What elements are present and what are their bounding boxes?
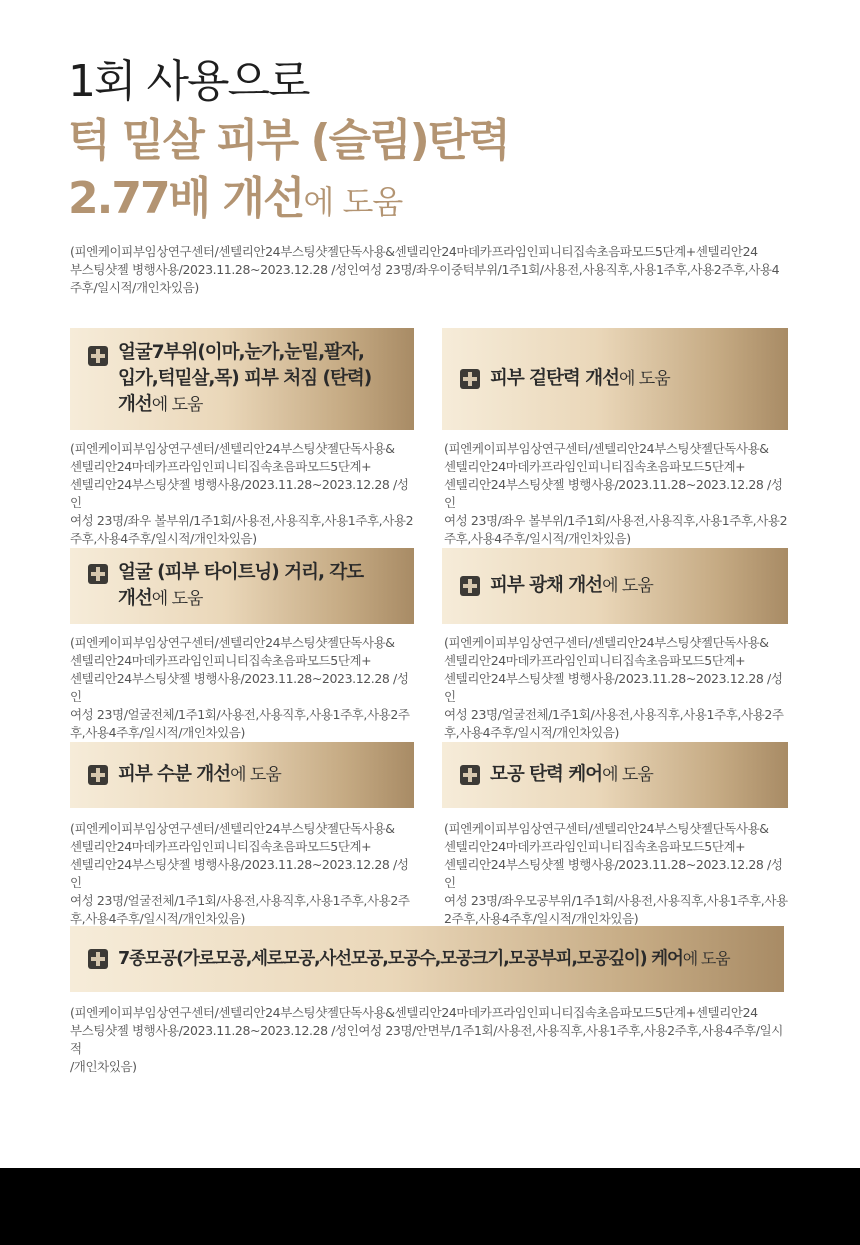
card-note (444, 634, 794, 742)
headline-line1: 1회 사용으로 (68, 56, 309, 107)
card-title-suffix: 에 도움 (618, 369, 670, 389)
plus-badge-icon (88, 346, 108, 366)
note-line: 센텔리안24부스팅샷젤 병행사용/2023.11.28~2023.12.28 /성인 (70, 671, 409, 704)
card-banner-face-tightening (70, 548, 414, 624)
card-title-line: 얼굴 (피부 타이트닝) 거리, 각도 (118, 562, 364, 583)
card-note (444, 440, 794, 548)
headline (68, 56, 509, 231)
card-title-suffix: 에 도움 (151, 395, 203, 415)
headline-line2: 턱 밑살 피부 (슬림)탄력 (68, 115, 509, 166)
card-title-bold: 피부 광채 개선 (490, 575, 603, 596)
card-title-line: 얼굴7부위(이마,눈가,눈밑,팔자, (118, 342, 364, 363)
card-title-line: 입가,턱밑살,목) 피부 처짐 (탄력) (118, 368, 372, 389)
card-title-bold: 피부 겉탄력 개선 (490, 368, 619, 389)
note-line: 부스팅샷젤 병행사용/2023.11.28~2023.12.28 /성인여성 23명/안면부/1주1회/사용전,사용직후,사용1주후,사용2주후,사용4주후/일시적 (70, 1023, 783, 1056)
card-note (444, 820, 794, 928)
plus-badge-icon (460, 765, 480, 785)
card-title (118, 946, 729, 972)
note-line: 2주후,사용4주후/일시적/개인차있음) (444, 911, 639, 926)
note-line: 센텔리안24부스팅샷젤 병행사용/2023.11.28~2023.12.28 /성인 (70, 857, 409, 890)
card-note (70, 634, 420, 742)
note-line: 센텔리안24마데카프라임인피니티집속초음파모드5단계+ (70, 459, 372, 474)
card-banner-skin-surface-elasticity (442, 328, 788, 430)
note-line: 센텔리안24부스팅샷젤 병행사용/2023.11.28~2023.12.28 /성인 (70, 477, 409, 510)
note-line: 주후,사용4주후/일시적/개인차있음) (70, 531, 257, 546)
card-title (490, 762, 653, 788)
note-line: 부스팅샷젤 병행사용/2023.11.28~2023.12.28 /성인여성 23명/좌우이중턱부위/1주1회/사용전,사용직후,사용1주후,사용2주후,사용4 (70, 262, 780, 277)
card-banner-skin-moisture (70, 742, 414, 808)
note-line: 후,사용4주후/일시적/개인차있음) (444, 725, 620, 740)
note-line: 후,사용4주후/일시적/개인차있음) (70, 725, 246, 740)
note-line: 센텔리안24마데카프라임인피니티집속초음파모드5단계+ (444, 839, 746, 854)
card-title-suffix: 에 도움 (151, 589, 203, 609)
card-title-line: 개선 (118, 394, 152, 415)
note-line: 여성 23명/좌우모공부위/1주1회/사용전,사용직후,사용1주후,사용 (444, 893, 788, 908)
note-line: (피엔케이피부임상연구센터/센텔리안24부스팅샷젤단독사용&센텔리안24마데카프라임인피니티집속초음파모드5단계+센텔리안24 (70, 244, 758, 259)
note-line: 센텔리안24마데카프라임인피니티집속초음파모드5단계+ (444, 653, 746, 668)
card-title-bold: 7종모공(가로모공,세로모공,사선모공,모공수,모공크기,모공부피,모공깊이) 케어 (118, 949, 683, 969)
note-line: 주후/일시적/개인차있음) (70, 280, 199, 295)
note-line: (피엔케이피부임상연구센터/센텔리안24부스팅샷젤단독사용&센텔리안24마데카프라임인피니티집속초음파모드5단계+센텔리안24 (70, 1005, 758, 1020)
note-line: /개인차있음) (70, 1059, 137, 1074)
note-line: 여성 23명/좌우 볼부위/1주1회/사용전,사용직후,사용1주후,사용2 (444, 513, 788, 528)
card-banner-pore-elasticity (442, 742, 788, 808)
card-note (70, 820, 420, 928)
note-line: 센텔리안24부스팅샷젤 병행사용/2023.11.28~2023.12.28 /성인 (444, 671, 783, 704)
note-line: 센텔리안24마데카프라임인피니티집속초음파모드5단계+ (70, 839, 372, 854)
plus-badge-icon (460, 576, 480, 596)
card-title-bold: 피부 수분 개선 (118, 764, 231, 785)
footer-black-bar (0, 1168, 860, 1245)
headline-line3-suffix: 에 도움 (303, 183, 403, 221)
card-title (118, 340, 371, 418)
card-note (70, 440, 420, 548)
card-title-suffix: 에 도움 (602, 576, 653, 596)
card-title (490, 366, 670, 392)
plus-badge-icon (460, 369, 480, 389)
card-title-bold: 모공 탄력 케어 (490, 764, 603, 785)
note-line: (피엔케이피부임상연구센터/센텔리안24부스팅샷젤단독사용& (444, 635, 769, 650)
card-banner-face-7-areas (70, 328, 414, 430)
note-line: (피엔케이피부임상연구센터/센텔리안24부스팅샷젤단독사용& (70, 821, 395, 836)
note-line: 후,사용4주후/일시적/개인차있음) (70, 911, 246, 926)
note-line: (피엔케이피부임상연구센터/센텔리안24부스팅샷젤단독사용& (444, 821, 769, 836)
intro-note (70, 243, 790, 297)
plus-badge-icon (88, 949, 108, 969)
headline-line3 (68, 170, 509, 231)
card-title (118, 762, 281, 788)
card-title-suffix: 에 도움 (602, 765, 653, 785)
plus-badge-icon (88, 564, 108, 584)
headline-line3-bold: 2.77배 개선 (68, 173, 304, 224)
note-line: 여성 23명/얼굴전체/1주1회/사용전,사용직후,사용1주후,사용2주 (70, 893, 410, 908)
card-title (490, 573, 653, 599)
note-line: 센텔리안24마데카프라임인피니티집속초음파모드5단계+ (444, 459, 746, 474)
card-banner-7-pore-types (70, 926, 784, 992)
note-line: 주후,사용4주후/일시적/개인차있음) (444, 531, 631, 546)
card-banner-skin-radiance (442, 548, 788, 624)
note-line: 여성 23명/좌우 볼부위/1주1회/사용전,사용직후,사용1주후,사용2 (70, 513, 414, 528)
note-line: (피엔케이피부임상연구센터/센텔리안24부스팅샷젤단독사용& (444, 441, 769, 456)
card-title-suffix: 에 도움 (230, 765, 281, 785)
note-line: 여성 23명/얼굴전체/1주1회/사용전,사용직후,사용1주후,사용2주 (444, 707, 784, 722)
note-line: 여성 23명/얼굴전체/1주1회/사용전,사용직후,사용1주후,사용2주 (70, 707, 410, 722)
card-title-suffix: 에 도움 (682, 949, 730, 968)
note-line: 센텔리안24마데카프라임인피니티집속초음파모드5단계+ (70, 653, 372, 668)
plus-badge-icon (88, 765, 108, 785)
note-line: (피엔케이피부임상연구센터/센텔리안24부스팅샷젤단독사용& (70, 635, 395, 650)
note-line: 센텔리안24부스팅샷젤 병행사용/2023.11.28~2023.12.28 /성인 (444, 477, 783, 510)
card-note (70, 1004, 790, 1076)
card-title (118, 560, 363, 612)
card-title-line: 개선 (118, 588, 152, 609)
note-line: 센텔리안24부스팅샷젤 병행사용/2023.11.28~2023.12.28 /성인 (444, 857, 783, 890)
note-line: (피엔케이피부임상연구센터/센텔리안24부스팅샷젤단독사용& (70, 441, 395, 456)
